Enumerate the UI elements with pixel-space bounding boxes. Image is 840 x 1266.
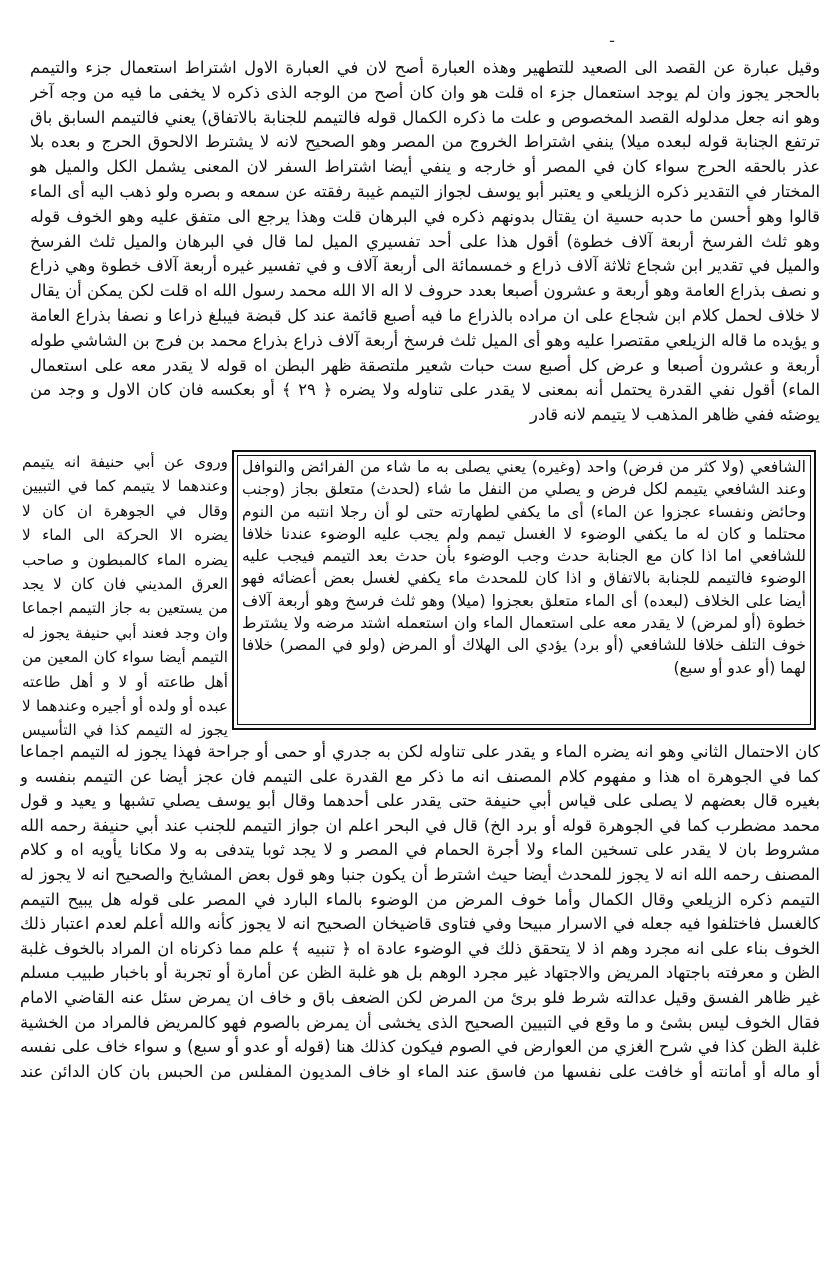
matn-boxed-text: الشافعي (ولا كثر من فرض) واحد (وغيره) يعني يصلى به ما شاء من الفرائض والنوافل وعند الشافعي يتيمم لكل فرض و يصلي من النفل ما شاء (لحدث) متعلق بجاز (وجنب وحائض ونفساء عجزوا عن الماء) أى ما يكفي لطهارته حتى لو أن رجلا انتبه من النوم محتلما و كان له ما يكفي الوضوء لا الغسل تيمم ولم يجب عليه الوضوء عندنا خلافا للشافعي اما اذا كان مع الجنابة حدث وجب الوضوء بأن حدث بعد التيمم فيجب عليه الوضوء فالتيمم للجنابة بالاتفاق و اذا كان للمحدث ماء يكفي لغسل بعض أعضائه فهو أيضا على الخلاف (لبعده) أى الماء متعلق بعجزوا (ميلا) وهو ثلث فرسخ وهو أربعة آلاف خطوة (أو لمرض) لا يقدر معه على استعمال الماء وان استعمله اشتد مرضه ولا يشترط خوف التلف خلافا للشافعي (أو برد) يؤدي الى الهلاك أو المرض (ولو في المصر) خلافا لهما (أو عدو أو سبع) [242,458,806,677]
commentary-top-paragraph: وقيل عبارة عن القصد الى الصعيد للتطهير وهذه العبارة أصح لان في العبارة الاول اشتراط استعمال جزء والتيمم بالحجر يجوز وان لم يوجد استعمال جزء اه قلت هو وان كان أصح من الوجه الذى ذكره لا يخفى ما فيه من وجه آخر وهو انه جعل مدلوله القصد المخصوص و علت ما ذكره الكمال قوله فالتيمم للجنابة بالاتفاق) يعني فالتيمم السابق باق ترتفع الجنابة قوله لبعده ميلا) ينفي اشتراط الخروج من المصر وهو الصحيح لانه لا يشترط الالحوق الحرج و بعده بلا عذر بالحقه الحرج سواء كان في المصر أو خارجه و ينفي أيضا اشتراط السفر لان المعنى يشمل الكل والميل هو المختار في التقدير ذكره الزيلعي و يعتبر أبو يوسف لجواز التيمم غيبة رفقته عن سمعه و بصره ولو ذهب اليه أى الماء قالوا وهو أحسن ما حدبه حسية ان يقتال بدونهم ذكره في البرهان قلت وهذا يرجع الى متفق عليه وهو الخوف قوله وهو ثلث الفرسخ أربعة آلاف خطوة) أقول هذا على أحد تفسيري الميل لما قال في البرهان والميل ثلث الفرسخ والميل في تقدير ابن شجاع ثلاثة آلاف ذراع و خمسمائة الى أربعة آلاف و في تفسير غيره أربعة آلاف خطوة وهي ذراع و نصف بذراع العامة وهو أربعة و عشرون أصبعا بعدد حروف لا اله الا الله محمد رسول الله اه قلت لكن يمكن أن يقال لا خلاف لحمل كلام ابن شجاع على ان مراده بالذراع ما فيه أصبع قائمة عند كل قبضة فيبلغ ذراعا و نصفا بذراع العامة و يؤيده ما قاله الزيلعي مقتصرا عليه وهو أى الميل ثلث فرسخ أربعة آلاف ذراع بذراع محمد بن فرج بن الشاشي طوله أربعة و عشرون أصبعا و عرض كل أصبع ست حبات شعير ملتصقة ظهر البطن اه قوله لا يقدر معه على استعمال الماء) أقول نفي القدرة يحتمل أنه بمعنى لا يقدر على تناوله ولا يضره ﴿ ٢٩ ﴾ أو بعكسه فان كان الاول و وجد من يوضئه ففي ظاهر المذهب لا يتيمم لانه قادر [30,58,820,425]
matn-boxed-text-frame [232,450,816,730]
commentary-left-column: وروى عن أبي حنيفة انه يتيمم وعندهما لا يتيمم كما في التبيين وقال في الجوهرة ان كان لا يضره الا الحركة الى الماء لا يضره الماء كالمبطون و صاحب العرق المديني فان كان لا يجد من يستعين به جاز التيمم اجماعا وان وجد فعند أبي حنيفة يجوز له التيمم أيضا سواء كان المعين من أهل طاعته أو لا و أهل طاعته عبده أو ولده أو أجيره وعندهما لا يجوز له التيمم كذا في التأسيس [22,453,228,740]
commentary-bottom-paragraph: كان الاحتمال الثاني وهو انه يضره الماء و يقدر على تناوله لكن به جدري أو حمى أو جراحة فهذا يجوز له التيمم اجماعا كما في الجوهرة اه هذا و مفهوم كلام المصنف انه ما ذكر مع القدرة على التيمم فان عجز أيضا عن التيمم بنفسه و بغيره قال بعضهم لا يصلى على قياس أبي حنيفة حتى يقدر على أحدهما وقال أبو يوسف يصلي تشبها و يعيد و قول محمد مضطرب كما في الجوهرة قوله أو برد الخ) قال في البحر اعلم ان جواز التيمم للجنب عند أبي حنيفة رحمه الله مشروط بان لا يقدر على تسخين الماء ولا أجرة الحمام في المصر و لا يجد ثوبا يتدفى به ولا مكانا يأويه اه و كلام المصنف رحمه الله انه لا يجوز للمحدث أيضا حيث اشترط أن يكون جنبا وهو قول بعض المشايخ والصحيح انه لا يجوز له التيمم ذكره الزيلعي وقال الكمال وأما خوف المرض من الوضوء بالماء البارد في المصر على قوله هل يبيح التيمم كالغسل فاختلفوا فيه جعله في الاسرار مبيحا وفي فتاوى قاضيخان الصحيح انه لا يجوز كأنه والله أعلم لعدم اعتبار ذلك الخوف بناء على انه مجرد وهم اذ لا يتحقق ذلك في الوضوء عادة اه ﴿ تنبيه ﴾ علم مما ذكرناه ان المراد بالخوف غلبة الظن و معرفته باجتهاد المريض والاجتهاد غير مجرد الوهم بل هو غلبة الظن عن أمارة أو تجربة أو باخبار طبيب مسلم غير ظاهر الفسق وقيل عدالته شرط فلو برئ من المرض لكن الضعف باق و خاف ان يمرض سئل عنه القاضي الامام فقال الخوف ليس بشئ و ما وقع في التبيين الصحيح الذى يخشى أن يمرض بالصوم فهو كالمريض فالمراد من الخشية غلبة الظن كذا في شرح الغزي من العوارض في الصوم فيكون كذلك هنا (قوله أو عدو أو سبع) و سواء خاف على نفسه أو ماله أو أمانته أو خافت على نفسها من فاسق عند الماء او خاف المديون المفلس من الحبس بان كان الدائن عند [20,742,820,1080]
corner-mark: ـ [610,30,615,46]
